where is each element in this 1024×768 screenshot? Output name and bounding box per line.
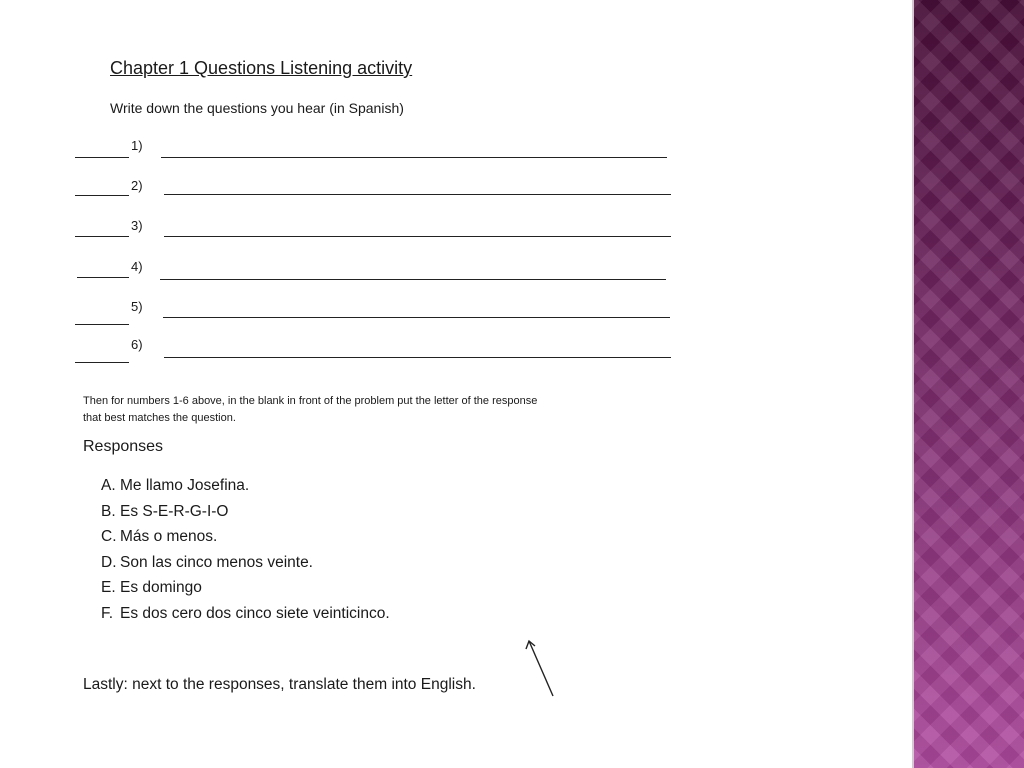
response-text: Más o menos. xyxy=(120,528,218,546)
matching-instruction-line: Then for numbers 1-6 above, in the blank in front of the problem put the letter of the response xyxy=(83,395,538,407)
response-item xyxy=(101,603,390,629)
question-row xyxy=(0,261,700,291)
response-text: Son las cinco menos veinte. xyxy=(120,553,313,571)
worksheet-instruction: Write down the questions you hear (in Spanish) xyxy=(110,100,404,116)
lastly-instruction: Lastly: next to the responses, translate them into English. xyxy=(83,676,476,693)
answer-letter-blank[interactable] xyxy=(75,362,129,363)
question-row xyxy=(0,180,700,210)
question-write-line[interactable] xyxy=(163,317,670,318)
response-item xyxy=(101,501,390,527)
response-item xyxy=(101,552,390,578)
answer-letter-blank[interactable] xyxy=(75,157,129,158)
matching-instruction xyxy=(83,393,583,427)
question-row xyxy=(0,301,700,331)
responses-list xyxy=(101,475,390,629)
question-write-line[interactable] xyxy=(164,194,671,195)
question-write-line[interactable] xyxy=(161,157,667,158)
response-text: Es dos cero dos cinco siete veinticinco. xyxy=(120,604,390,622)
response-text: Es S-E-R-G-I-O xyxy=(120,502,229,520)
question-number: 4) xyxy=(131,259,143,274)
answer-letter-blank[interactable] xyxy=(75,324,129,325)
response-text: Me llamo Josefina. xyxy=(120,477,250,494)
matching-instruction-line: that best matches the question. xyxy=(83,412,236,424)
response-item xyxy=(101,526,390,552)
question-row xyxy=(0,339,700,369)
question-write-line[interactable] xyxy=(160,279,666,280)
response-text: Es domingo xyxy=(120,579,202,597)
answer-letter-blank[interactable] xyxy=(75,236,129,237)
response-letter: F. xyxy=(101,604,114,622)
answer-letter-blank[interactable] xyxy=(77,277,129,278)
response-item xyxy=(101,475,390,501)
worksheet-title: Chapter 1 Questions Listening activity xyxy=(110,58,413,78)
response-letter: C. xyxy=(101,528,117,546)
question-write-line[interactable] xyxy=(164,236,671,237)
response-letter: E. xyxy=(101,579,116,597)
question-number: 5) xyxy=(131,299,143,314)
question-row xyxy=(0,220,700,250)
question-number: 1) xyxy=(131,138,143,153)
decorative-side-band xyxy=(912,0,1024,768)
responses-heading: Responses xyxy=(83,438,164,455)
pointer-arrow-icon xyxy=(520,632,560,704)
question-write-line[interactable] xyxy=(164,357,671,358)
response-letter: B. xyxy=(101,502,116,520)
response-letter: D. xyxy=(101,553,117,571)
response-letter: A. xyxy=(101,477,116,494)
question-number: 3) xyxy=(131,218,143,233)
answer-letter-blank[interactable] xyxy=(75,195,129,196)
question-number: 2) xyxy=(131,178,143,193)
response-item xyxy=(101,577,390,603)
question-row xyxy=(0,140,700,170)
question-number: 6) xyxy=(131,337,143,352)
